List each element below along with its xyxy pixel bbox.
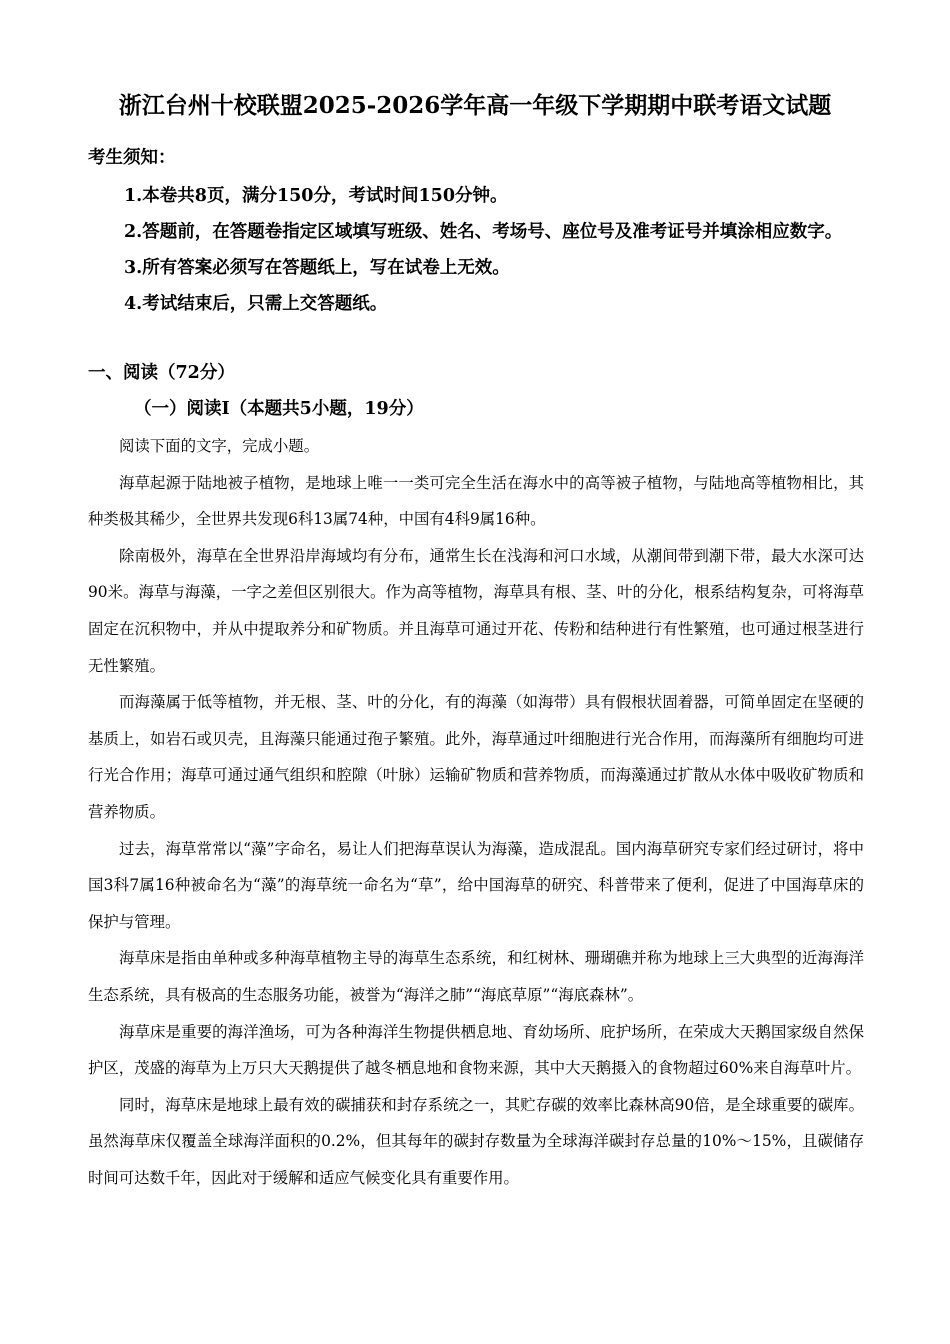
passage-paragraph: 过去，海草常常以“藻”字命名，易让人们把海草误认为海藻，造成混乱。国内海草研究专家们经过研讨，将中国3科7属16种被命名为“藻”的海草统一命名为“草”，给中国海草的研究、科普带来了便利，促进了中国海草床的保护与管理。: [88, 839, 864, 931]
passage-paragraph: 而海藻属于低等植物，并无根、茎、叶的分化，有的海藻（如海带）具有假根状固着器，可简单固定在坚硬的基质上，如岩石或贝壳，且海藻只能通过孢子繁殖。此外，海草通过叶细胞进行光合作用，而海藻所有细胞均可进行光合作用；海草可通过通气组织和腔隙（叶脉）运输矿物质和营养物质，而海藻通过扩散从水体中吸收矿物质和营养物质。: [88, 693, 864, 821]
passage-paragraph: 海草床是指由单种或多种海草植物主导的海草生态系统，和红树林、珊瑚礁并称为地球上三大典型的近海海洋生态系统，具有极高的生态服务功能，被誉为“海洋之肺”“海底草原”“海底森林”。: [88, 949, 864, 1004]
subsection-heading: （一）阅读Ⅰ（本题共5小题，19分）: [134, 399, 424, 419]
notice-item: 1.本卷共8页，满分150分，考试时间150分钟。: [124, 186, 508, 206]
reading-instruction: 阅读下面的文字，完成小题。: [119, 437, 320, 455]
passage-paragraph: 海草起源于陆地被子植物，是地球上唯一一类可完全生活在海水中的高等被子植物，与陆地高等植物相比，其种类极其稀少，全世界共发现6科13属74种，中国有4科9属16种。: [88, 473, 864, 529]
passage-paragraph: 除南极外，海草在全世界沿岸海域均有分布，通常生长在浅海和河口水域，从潮间带到潮下带，最大水深可达90米。海草与海藻，一字之差但区别很大。作为高等植物，海草具有根、茎、叶的分化，根系结构复杂，可将海草固定在沉积物中，并从中提取养分和矿物质。并且海草可通过开花、传粉和结种进行有性繁殖，也可通过根茎进行无性繁殖。: [88, 546, 864, 675]
notice-item: 4.考试结束后，只需上交答题纸。: [124, 294, 388, 314]
candidate-notice: [88, 146, 868, 322]
notice-item: 2.答题前，在答题卷指定区域填写班级、姓名、考场号、座位号及准考证号并填涂相应数字。: [124, 222, 843, 242]
notice-heading: 考生须知：: [88, 148, 176, 168]
reading-passage: [88, 428, 864, 1196]
exam-title: 浙江台州十校联盟2025-2026学年高一年级下学期期中联考语文试题: [118, 92, 832, 119]
passage-paragraph: 同时，海草床是地球上最有效的碳捕获和封存系统之一，其贮存碳的效率比森林高90倍，是全球重要的碳库。虽然海草床仅覆盖全球海洋面积的0.2%，但其每年的碳封存数量为全球海洋碳封存总量的10%～15%，且碳储存时间可达数千年，因此对于缓解和适应气候变化具有重要作用。: [88, 1095, 864, 1187]
passage-paragraph: 海草床是重要的海洋渔场，可为各种海洋生物提供栖息地、育幼场所、庇护场所，在荣成大天鹅国家级自然保护区，茂盛的海草为上万只大天鹅提供了越冬栖息地和食物来源，其中大天鹅摄入的食物超过60%来自海草叶片。: [88, 1022, 864, 1078]
notice-item: 3.所有答案必须写在答题纸上，写在试卷上无效。: [124, 258, 510, 278]
section-heading: 一、阅读（72分）: [88, 363, 235, 383]
